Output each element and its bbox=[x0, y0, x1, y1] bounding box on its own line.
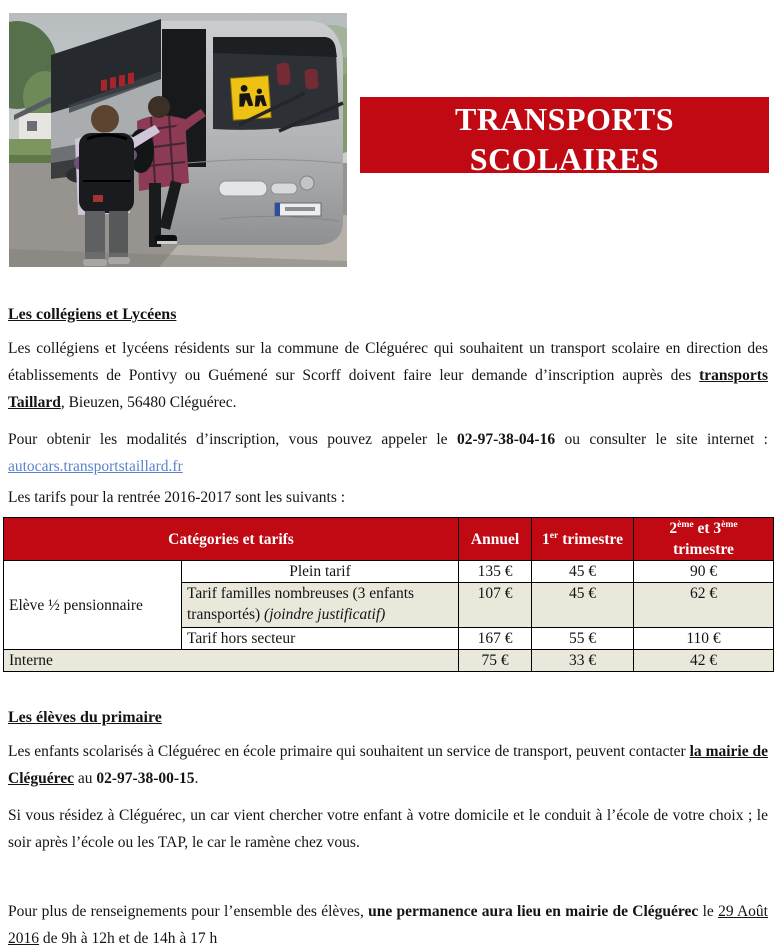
text-segment: Tarif familles nombreuses (3 enfants transportés) bbox=[187, 585, 415, 623]
cell-label bbox=[182, 561, 459, 583]
text-segment: une permanence aura lieu en mairie de Cléguérec bbox=[368, 903, 699, 920]
paragraph-tariff-intro: Les tarifs pour la rentrée 2016-2017 sont les suivants : bbox=[8, 489, 346, 506]
text-segment: ème bbox=[721, 518, 738, 530]
text-segment: Les enfants scolarisés à Cléguérec en école primaire qui souhaitent un service de transport, peuvent contacter bbox=[8, 743, 690, 760]
text-segment: (joindre justificatif) bbox=[264, 606, 386, 623]
text-segment: et 3 bbox=[693, 520, 722, 537]
text-segment: Plein tarif bbox=[289, 563, 351, 580]
text-segment: Les collégiens et lycéens résidents sur la commune de Cléguérec qui souhaitent un transport scolaire en direction des établissements de Pontivy ou Guémené sur Scorff doivent faire leur demande d’inscription auprès des bbox=[8, 340, 768, 384]
bus-photo bbox=[9, 13, 347, 267]
text-segment: 02-97-38-04-16 bbox=[456, 431, 556, 448]
text-segment: transports Taillard bbox=[8, 367, 768, 411]
header-section bbox=[0, 0, 776, 267]
text-segment: de 9h à 12h et de 14h à 17 h bbox=[39, 930, 218, 947]
cell-annuel: 107 € bbox=[459, 583, 532, 628]
banner-title: TRANSPORTS SCOLAIRES bbox=[454, 101, 675, 177]
cell-annuel: 167 € bbox=[459, 628, 532, 650]
paragraph-secondary-2 bbox=[8, 426, 768, 480]
paragraph-permanence bbox=[8, 898, 768, 952]
text-segment: au bbox=[74, 770, 97, 787]
header-cell-trimestre23 bbox=[634, 518, 774, 561]
table-header-row bbox=[4, 518, 774, 561]
paragraph-secondary-1 bbox=[8, 335, 768, 416]
text-segment: Tarif hors secteur bbox=[187, 630, 296, 647]
cell-annuel: 75 € bbox=[459, 650, 532, 672]
text-segment: 2 bbox=[669, 520, 678, 537]
cell-trimestre23: 110 € bbox=[634, 628, 774, 650]
cell-trimestre23: 90 € bbox=[634, 561, 774, 583]
text-segment: . bbox=[194, 770, 199, 787]
text-segment: er bbox=[549, 529, 559, 541]
cell-trimestre1: 45 € bbox=[532, 561, 634, 583]
banner-subtitle: Rentrée 2016-2017 bbox=[452, 179, 677, 210]
cell-trimestre1: 55 € bbox=[532, 628, 634, 650]
cell-label bbox=[182, 628, 459, 650]
text-segment: ou consulter le site internet : bbox=[555, 431, 768, 448]
cell-annuel: 135 € bbox=[459, 561, 532, 583]
header-cell-categories: Catégories et tarifs bbox=[4, 518, 459, 561]
text-segment: 29 Août 2016 bbox=[8, 903, 768, 947]
cell-label: Interne bbox=[4, 650, 459, 672]
text-segment: le bbox=[698, 903, 719, 920]
bus-headlight-small bbox=[271, 183, 297, 194]
document-body bbox=[0, 305, 776, 952]
header-cell-annuel: Annuel bbox=[459, 518, 532, 561]
text-segment: , Bieuzen, 56480 Cléguérec. bbox=[60, 394, 237, 411]
text-segment: Pour obtenir les modalités d’inscription, vous pouvez appeler le bbox=[8, 431, 457, 448]
cell-trimestre23: 62 € bbox=[634, 583, 774, 628]
website-link[interactable]: autocars.transportstaillard.fr bbox=[8, 458, 183, 475]
section-heading-primary: Les élèves du primaire bbox=[8, 709, 162, 726]
tariff-table bbox=[3, 517, 774, 672]
cell-trimestre1: 33 € bbox=[532, 650, 634, 672]
table-row-plein-tarif bbox=[4, 561, 774, 583]
text-segment: Pour plus de renseignements pour l’ensemble des élèves, bbox=[8, 903, 369, 920]
section-heading-secondary: Les collégiens et Lycéens bbox=[8, 306, 177, 323]
text-segment: 1 bbox=[542, 530, 550, 548]
text-segment: trimestre bbox=[558, 530, 623, 548]
bus-emblem bbox=[300, 176, 314, 190]
title-banner bbox=[360, 97, 769, 210]
table-row-interne bbox=[4, 650, 774, 672]
text-segment: 02-97-38-00-15 bbox=[96, 770, 195, 787]
text-segment: la mairie de Cléguérec bbox=[8, 743, 769, 787]
text-segment: trimestre bbox=[673, 541, 734, 558]
cell-label bbox=[182, 583, 459, 628]
paragraph-primary-2: Si vous résidez à Cléguérec, un car vient chercher votre enfant à votre domicile et le conduit à l’école de votre choix ; le soir après l’école ou les TAP, le car le ramène chez vous. bbox=[8, 807, 768, 851]
text-segment: ème bbox=[677, 518, 694, 530]
header-cell-trimestre1 bbox=[532, 518, 634, 561]
cell-trimestre23: 42 € bbox=[634, 650, 774, 672]
cell-trimestre1: 45 € bbox=[532, 583, 634, 628]
paragraph-primary-1 bbox=[8, 738, 768, 792]
bus-headlight bbox=[219, 181, 267, 196]
cell-group-label: Elève ½ pensionnaire bbox=[4, 561, 182, 650]
bus-license-plate bbox=[275, 203, 321, 216]
